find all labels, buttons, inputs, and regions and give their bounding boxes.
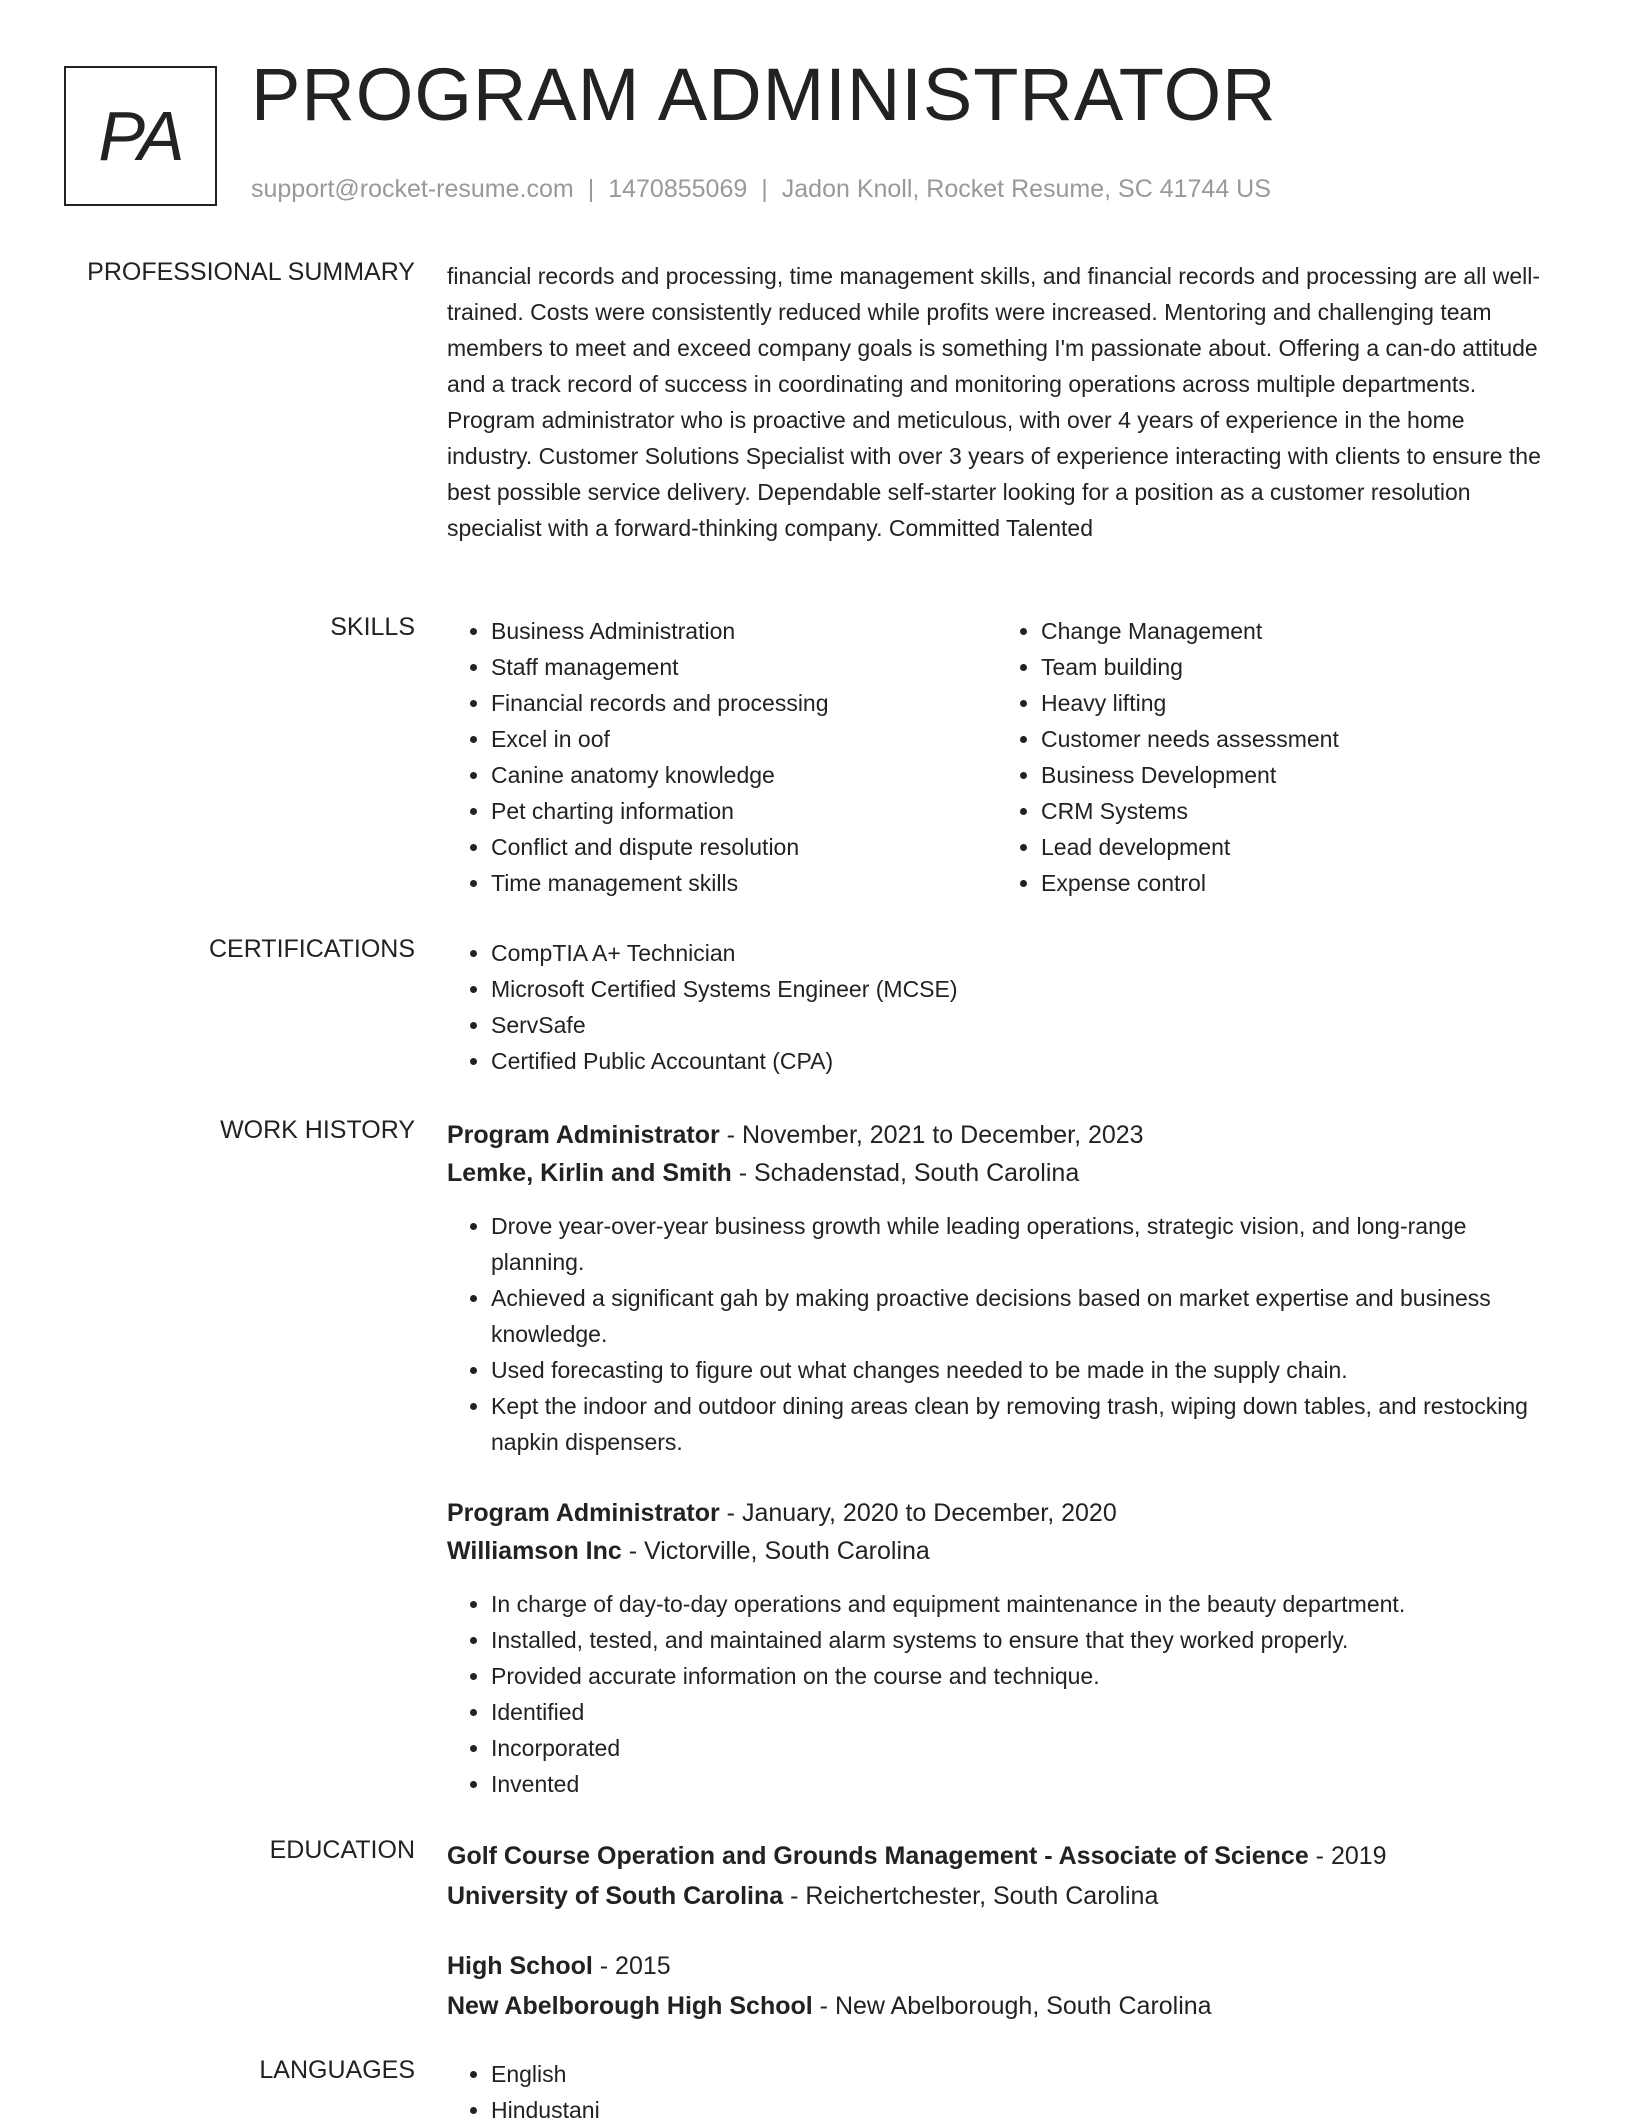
education-location: - Reichertchester, South Carolina — [783, 1882, 1159, 1910]
job-dates: - January, 2020 to December, 2020 — [719, 1499, 1117, 1527]
certifications-list — [447, 935, 1547, 1079]
language-item: • Hindustani — [491, 2092, 1547, 2128]
skill-item: • Staff management — [491, 649, 997, 685]
section-label-certifications: CERTIFICATIONS — [208, 935, 415, 963]
job-company: Lemke, Kirlin and Smith — [447, 1159, 732, 1187]
language-item: • English — [491, 2056, 1547, 2092]
skill-item: • Excel in oof — [491, 721, 997, 757]
languages-body — [447, 2056, 1547, 2128]
education-degree: Golf Course Operation and Grounds Management - Associate of Science — [447, 1842, 1309, 1870]
job-dates: - November, 2021 to December, 2023 — [719, 1121, 1144, 1149]
education-school-line — [447, 1876, 1547, 1916]
job-bullet: • Achieved a significant gah by making proactive decisions based on market expertise and business knowledge. — [491, 1280, 1547, 1352]
page-title: PROGRAM ADMINISTRATOR — [251, 53, 1277, 136]
skill-item: • Team building — [1041, 649, 1547, 685]
skill-item: • Canine anatomy knowledge — [491, 757, 997, 793]
job-bullet: • Used forecasting to figure out what changes needed to be made in the supply chain. — [491, 1352, 1547, 1388]
skill-item: • Financial records and processing — [491, 685, 997, 721]
job-bullet: • Provided accurate information on the course and technique. — [491, 1658, 1547, 1694]
job-entry — [447, 1116, 1547, 1460]
skill-item: • Conflict and dispute resolution — [491, 829, 997, 865]
certification-item: • ServSafe — [491, 1007, 1547, 1043]
section-label-education: EDUCATION — [269, 1836, 415, 1864]
monogram: PA — [64, 66, 217, 206]
skill-item: • Change Management — [1041, 613, 1547, 649]
work-history-body — [447, 1116, 1547, 1802]
education-school: New Abelborough High School — [447, 1992, 813, 2020]
contact-address: Jadon Knoll, Rocket Resume, SC 41744 US — [781, 175, 1271, 203]
job-company-line — [447, 1154, 1547, 1192]
education-degree-line — [447, 1836, 1547, 1876]
contact-line — [251, 175, 1271, 204]
languages-list — [447, 2056, 1547, 2128]
section-label-languages: LANGUAGES — [259, 2056, 415, 2084]
job-entry — [447, 1494, 1547, 1802]
job-title: Program Administrator — [447, 1121, 720, 1149]
skill-item: • Pet charting information — [491, 793, 997, 829]
skill-item: • Business Development — [1041, 757, 1547, 793]
education-year: - 2019 — [1308, 1842, 1387, 1870]
skill-item: • Lead development — [1041, 829, 1547, 865]
skill-item: • Business Administration — [491, 613, 997, 649]
skill-item: • Heavy lifting — [1041, 685, 1547, 721]
job-bullet: • Incorporated — [491, 1730, 1547, 1766]
education-school-line — [447, 1986, 1547, 2026]
job-location: - Victorville, South Carolina — [621, 1537, 930, 1565]
job-bullet: • Identified — [491, 1694, 1547, 1730]
contact-phone[interactable]: 1470855069 — [608, 175, 748, 203]
job-bullet: • Installed, tested, and maintained alarm systems to ensure that they worked properly. — [491, 1622, 1547, 1658]
job-location: - Schadenstad, South Carolina — [731, 1159, 1080, 1187]
job-title: Program Administrator — [447, 1499, 720, 1527]
section-label-work-history: WORK HISTORY — [220, 1116, 415, 1144]
education-body — [447, 1836, 1547, 2026]
education-year: - 2015 — [592, 1952, 671, 1980]
section-label-skills: SKILLS — [330, 613, 415, 641]
education-location: - New Abelborough, South Carolina — [812, 1992, 1212, 2020]
education-school: University of South Carolina — [447, 1882, 784, 1910]
job-bullet: • Drove year-over-year business growth while leading operations, strategic vision, and long-range planning. — [491, 1208, 1547, 1280]
job-company-line — [447, 1532, 1547, 1570]
certification-item: • CompTIA A+ Technician — [491, 935, 1547, 971]
job-bullet: • Invented — [491, 1766, 1547, 1802]
skill-item: • Customer needs assessment — [1041, 721, 1547, 757]
skills-list-right — [997, 613, 1547, 901]
job-bullet: • Kept the indoor and outdoor dining areas clean by removing trash, wiping down tables, and restocking napkin dispensers. — [491, 1388, 1547, 1460]
job-company: Williamson Inc — [447, 1537, 622, 1565]
skill-item: • Time management skills — [491, 865, 997, 901]
certifications-body — [447, 935, 1547, 1079]
skill-item: • CRM Systems — [1041, 793, 1547, 829]
education-degree: High School — [447, 1952, 593, 1980]
job-bullet: • In charge of day-to-day operations and equipment maintenance in the beauty department. — [491, 1586, 1547, 1622]
education-entry — [447, 1836, 1547, 1916]
certification-item: • Microsoft Certified Systems Engineer (MCSE) — [491, 971, 1547, 1007]
contact-separator: | — [587, 175, 595, 203]
contact-separator: | — [761, 175, 768, 203]
job-bullets — [447, 1208, 1547, 1460]
skills-list-left — [447, 613, 997, 901]
job-title-line — [447, 1494, 1547, 1532]
skills-body — [447, 613, 1547, 901]
education-degree-line — [447, 1946, 1547, 1986]
summary-text: financial records and processing, time management skills, and financial records and processing are all well-trained. Costs were consistently reduced while profits were increased. Mentoring and challenging team members to meet and exceed company goals is something I'm passionate about. Offering a can-do attitude and a track record of success in coordinating and monitoring operations across multiple departments. Program administrator who is proactive and meticulous, with over 4 years of experience in the home industry. Customer Solutions Specialist with over 3 years of experience interacting with clients to ensure the best possible service delivery. Dependable self-starter looking for a position as a customer resolution specialist with a forward-thinking company. Committed Talented — [447, 263, 1541, 541]
contact-email[interactable]: support@rocket-resume.com — [251, 175, 574, 203]
skill-item: • Expense control — [1041, 865, 1547, 901]
education-entry — [447, 1946, 1547, 2026]
job-bullets — [447, 1586, 1547, 1802]
certification-item: • Certified Public Accountant (CPA) — [491, 1043, 1547, 1079]
summary-body — [447, 258, 1547, 546]
job-title-line — [447, 1116, 1547, 1154]
section-label-summary: PROFESSIONAL SUMMARY — [87, 258, 415, 286]
